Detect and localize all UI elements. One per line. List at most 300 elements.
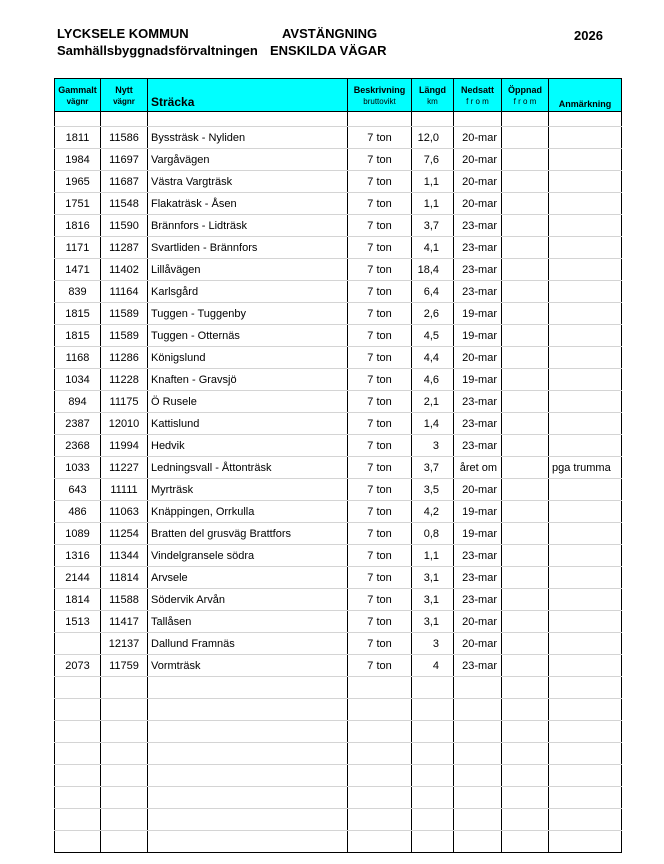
cell-reduced-from: 23-mar — [454, 237, 502, 259]
cell-remark — [549, 765, 622, 787]
cell-remark — [549, 721, 622, 743]
cell-road-section — [148, 765, 348, 787]
cell-opened-from — [502, 809, 549, 831]
cell-reduced-from: 23-mar — [454, 281, 502, 303]
cell-remark — [549, 677, 622, 699]
cell-length-km: 4,1 — [412, 237, 454, 259]
cell-opened-from — [502, 303, 549, 325]
cell-new-road-number: 11548 — [101, 193, 148, 215]
cell-old-road-number: 1316 — [55, 545, 101, 567]
cell-description: 7 ton — [348, 633, 412, 655]
cell-length-km — [412, 831, 454, 853]
cell-description — [348, 721, 412, 743]
table-row — [55, 347, 622, 369]
cell-old-road-number — [55, 699, 101, 721]
cell-old-road-number — [55, 809, 101, 831]
cell-opened-from — [502, 193, 549, 215]
road-closures-table — [54, 78, 622, 853]
cell-remark — [549, 479, 622, 501]
cell-reduced-from: 20-mar — [454, 193, 502, 215]
cell-new-road-number: 11254 — [101, 523, 148, 545]
table-row — [55, 479, 622, 501]
cell-length-km: 4 — [412, 655, 454, 677]
cell-road-section — [148, 699, 348, 721]
cell-remark — [549, 259, 622, 281]
table-row — [55, 303, 622, 325]
cell-new-road-number: 11687 — [101, 171, 148, 193]
cell-old-road-number: 2073 — [55, 655, 101, 677]
cell-remark — [549, 567, 622, 589]
cell-length-km: 7,6 — [412, 149, 454, 171]
table-row — [55, 589, 622, 611]
cell-description: 7 ton — [348, 457, 412, 479]
cell-road-section — [148, 809, 348, 831]
cell-description — [348, 787, 412, 809]
cell-new-road-number: 11589 — [101, 303, 148, 325]
cell-old-road-number — [55, 765, 101, 787]
cell-old-road-number: 1168 — [55, 347, 101, 369]
cell-length-km — [412, 787, 454, 809]
cell-length-km: 6,4 — [412, 281, 454, 303]
cell-description: 7 ton — [348, 479, 412, 501]
cell-remark — [549, 787, 622, 809]
table-row — [55, 369, 622, 391]
cell-road-section: Byssträsk - Nyliden — [148, 127, 348, 149]
cell-description: 7 ton — [348, 127, 412, 149]
document-year: 2026 — [574, 28, 603, 43]
cell-opened-from — [502, 369, 549, 391]
cell-road-section: Vargåvägen — [148, 149, 348, 171]
table-row — [55, 787, 622, 809]
cell-road-section: Kattislund — [148, 413, 348, 435]
cell-new-road-number — [101, 677, 148, 699]
cell-remark — [549, 391, 622, 413]
cell-remark — [549, 589, 622, 611]
cell-length-km — [412, 743, 454, 765]
cell-old-road-number: 1811 — [55, 127, 101, 149]
cell-reduced-from: 19-mar — [454, 369, 502, 391]
cell-remark — [549, 149, 622, 171]
cell-old-road-number — [55, 633, 101, 655]
cell-remark — [549, 237, 622, 259]
cell-reduced-from: 20-mar — [454, 479, 502, 501]
cell-remark — [549, 369, 622, 391]
table-body — [55, 112, 622, 853]
cell-reduced-from: 23-mar — [454, 413, 502, 435]
cell-reduced-from: 23-mar — [454, 567, 502, 589]
cell-reduced-from: 23-mar — [454, 655, 502, 677]
col-header-reduced-from: Nedsatt f r o m — [454, 79, 502, 112]
cell-road-section: Södervik Arvån — [148, 589, 348, 611]
cell-remark: pga trumma — [549, 457, 622, 479]
cell-new-road-number — [101, 831, 148, 853]
cell-reduced-from — [454, 743, 502, 765]
cell-road-section: Tuggen - Otternäs — [148, 325, 348, 347]
cell-reduced-from: 20-mar — [454, 347, 502, 369]
cell-new-road-number: 12137 — [101, 633, 148, 655]
cell-reduced-from: 20-mar — [454, 611, 502, 633]
cell-length-km: 4,2 — [412, 501, 454, 523]
cell-description — [348, 699, 412, 721]
cell-description — [348, 765, 412, 787]
table-row — [55, 809, 622, 831]
cell-opened-from — [502, 721, 549, 743]
col-header-description: Beskrivning bruttovikt — [348, 79, 412, 112]
cell-length-km: 3 — [412, 435, 454, 457]
cell-description — [348, 831, 412, 853]
table-row — [55, 149, 622, 171]
table-row — [55, 259, 622, 281]
cell-new-road-number: 11402 — [101, 259, 148, 281]
cell-description: 7 ton — [348, 413, 412, 435]
cell-length-km: 3,7 — [412, 457, 454, 479]
table-row — [55, 435, 622, 457]
cell-old-road-number: 1814 — [55, 589, 101, 611]
cell-length-km: 3,5 — [412, 479, 454, 501]
cell-description: 7 ton — [348, 655, 412, 677]
cell-description: 7 ton — [348, 567, 412, 589]
cell-new-road-number: 11287 — [101, 237, 148, 259]
document-title: AVSTÄNGNING — [282, 26, 378, 41]
cell-remark — [549, 303, 622, 325]
cell-remark — [549, 413, 622, 435]
cell-old-road-number — [55, 831, 101, 853]
table-row — [55, 743, 622, 765]
cell-reduced-from: 20-mar — [454, 127, 502, 149]
cell-opened-from — [502, 259, 549, 281]
table-row — [55, 721, 622, 743]
table-row — [55, 281, 622, 303]
cell-old-road-number: 1815 — [55, 303, 101, 325]
document-subtitle: ENSKILDA VÄGAR — [270, 43, 387, 58]
cell-opened-from — [502, 699, 549, 721]
cell-road-section: Myrträsk — [148, 479, 348, 501]
table-row — [55, 523, 622, 545]
cell-length-km: 12,0 — [412, 127, 454, 149]
table-row — [55, 171, 622, 193]
cell-new-road-number: 11759 — [101, 655, 148, 677]
cell-new-road-number: 11228 — [101, 369, 148, 391]
cell-length-km — [412, 699, 454, 721]
cell-description — [348, 677, 412, 699]
cell-road-section: Flakaträsk - Åsen — [148, 193, 348, 215]
cell-remark — [549, 523, 622, 545]
cell-new-road-number: 11994 — [101, 435, 148, 457]
cell-length-km: 18,4 — [412, 259, 454, 281]
cell-description: 7 ton — [348, 369, 412, 391]
cell-old-road-number: 1751 — [55, 193, 101, 215]
cell-opened-from — [502, 765, 549, 787]
cell-old-road-number: 894 — [55, 391, 101, 413]
cell-old-road-number — [55, 677, 101, 699]
cell-description: 7 ton — [348, 347, 412, 369]
table-row — [55, 699, 622, 721]
cell-remark — [549, 281, 622, 303]
cell-road-section: Ö Rusele — [148, 391, 348, 413]
cell-old-road-number: 1984 — [55, 149, 101, 171]
cell-new-road-number: 11417 — [101, 611, 148, 633]
cell-old-road-number: 1171 — [55, 237, 101, 259]
col-header-length: Längd km — [412, 79, 454, 112]
cell-road-section: Svartliden - Brännfors — [148, 237, 348, 259]
table-row — [55, 237, 622, 259]
cell-length-km: 4,5 — [412, 325, 454, 347]
cell-road-section: Ledningsvall - Åttonträsk — [148, 457, 348, 479]
cell-old-road-number — [55, 787, 101, 809]
cell-reduced-from: 23-mar — [454, 435, 502, 457]
cell-new-road-number — [101, 809, 148, 831]
cell-road-section — [148, 743, 348, 765]
cell-opened-from — [502, 611, 549, 633]
table-header-row — [55, 79, 622, 112]
cell-remark — [549, 831, 622, 853]
cell-new-road-number — [101, 699, 148, 721]
cell-remark — [549, 171, 622, 193]
cell-length-km: 2,1 — [412, 391, 454, 413]
cell-length-km: 4,6 — [412, 369, 454, 391]
cell-remark — [549, 215, 622, 237]
col-header-road-section: Sträcka — [148, 79, 348, 112]
cell-length-km: 3,1 — [412, 567, 454, 589]
cell-opened-from — [502, 171, 549, 193]
cell-road-section: Tallåsen — [148, 611, 348, 633]
table-row — [55, 765, 622, 787]
col-header-opened-from: Öppnad f r o m — [502, 79, 549, 112]
cell-new-road-number: 11227 — [101, 457, 148, 479]
cell-old-road-number — [55, 721, 101, 743]
cell-length-km: 1,1 — [412, 545, 454, 567]
cell-description: 7 ton — [348, 611, 412, 633]
cell-road-section: Vindelgransele södra — [148, 545, 348, 567]
table-row — [55, 457, 622, 479]
cell-description: 7 ton — [348, 171, 412, 193]
cell-reduced-from: 23-mar — [454, 589, 502, 611]
table-row — [55, 633, 622, 655]
cell-road-section — [148, 831, 348, 853]
cell-old-road-number: 2368 — [55, 435, 101, 457]
cell-opened-from — [502, 237, 549, 259]
table-row — [55, 545, 622, 567]
cell-opened-from — [502, 743, 549, 765]
col-header-old-road-number: Gammalt vägnr — [55, 79, 101, 112]
cell-new-road-number: 11344 — [101, 545, 148, 567]
cell-new-road-number: 11589 — [101, 325, 148, 347]
cell-description: 7 ton — [348, 281, 412, 303]
cell-reduced-from: 20-mar — [454, 149, 502, 171]
table-row — [55, 325, 622, 347]
cell-opened-from — [502, 501, 549, 523]
cell-road-section: Vormträsk — [148, 655, 348, 677]
table-row — [55, 127, 622, 149]
cell-opened-from — [502, 589, 549, 611]
cell-reduced-from — [454, 809, 502, 831]
cell-old-road-number: 643 — [55, 479, 101, 501]
cell-new-road-number: 12010 — [101, 413, 148, 435]
table-row — [55, 655, 622, 677]
cell-road-section: Lillåvägen — [148, 259, 348, 281]
cell-remark — [549, 633, 622, 655]
cell-description — [348, 743, 412, 765]
cell-opened-from — [502, 567, 549, 589]
org-name: LYCKSELE KOMMUN — [57, 26, 189, 41]
cell-description: 7 ton — [348, 545, 412, 567]
cell-old-road-number: 1471 — [55, 259, 101, 281]
cell-old-road-number — [55, 743, 101, 765]
cell-length-km: 2,6 — [412, 303, 454, 325]
cell-remark — [549, 435, 622, 457]
table-row — [55, 413, 622, 435]
cell-opened-from — [502, 215, 549, 237]
cell-reduced-from — [454, 787, 502, 809]
cell-new-road-number: 11164 — [101, 281, 148, 303]
cell-new-road-number: 11586 — [101, 127, 148, 149]
table-row — [55, 831, 622, 853]
table-row — [55, 215, 622, 237]
org-department: Samhällsbyggnadsförvaltningen — [57, 43, 258, 58]
cell-description: 7 ton — [348, 215, 412, 237]
cell-remark — [549, 501, 622, 523]
cell-old-road-number: 1965 — [55, 171, 101, 193]
cell-old-road-number: 1513 — [55, 611, 101, 633]
cell-road-section: Hedvik — [148, 435, 348, 457]
table-row — [55, 677, 622, 699]
cell-length-km: 4,4 — [412, 347, 454, 369]
cell-reduced-from — [454, 677, 502, 699]
table-row — [55, 193, 622, 215]
cell-opened-from — [502, 545, 549, 567]
cell-length-km: 1,4 — [412, 413, 454, 435]
cell-road-section: Västra Vargträsk — [148, 171, 348, 193]
cell-new-road-number — [101, 743, 148, 765]
cell-length-km — [412, 677, 454, 699]
cell-new-road-number: 11590 — [101, 215, 148, 237]
cell-old-road-number: 2387 — [55, 413, 101, 435]
cell-old-road-number: 1816 — [55, 215, 101, 237]
cell-length-km: 3,1 — [412, 589, 454, 611]
cell-description: 7 ton — [348, 391, 412, 413]
cell-road-section: Brännfors - Lidträsk — [148, 215, 348, 237]
cell-opened-from — [502, 523, 549, 545]
cell-reduced-from: 20-mar — [454, 633, 502, 655]
col-header-new-road-number: Nytt vägnr — [101, 79, 148, 112]
cell-opened-from — [502, 347, 549, 369]
cell-description: 7 ton — [348, 259, 412, 281]
cell-description: 7 ton — [348, 501, 412, 523]
cell-road-section — [148, 677, 348, 699]
cell-remark — [549, 325, 622, 347]
cell-road-section: Dallund Framnäs — [148, 633, 348, 655]
cell-remark — [549, 193, 622, 215]
spacer-row — [55, 112, 622, 127]
cell-length-km — [412, 765, 454, 787]
cell-opened-from — [502, 413, 549, 435]
cell-old-road-number: 1815 — [55, 325, 101, 347]
cell-length-km — [412, 809, 454, 831]
cell-remark — [549, 655, 622, 677]
cell-reduced-from — [454, 699, 502, 721]
cell-reduced-from: året om — [454, 457, 502, 479]
cell-description: 7 ton — [348, 193, 412, 215]
cell-new-road-number — [101, 787, 148, 809]
cell-remark — [549, 347, 622, 369]
cell-length-km: 0,8 — [412, 523, 454, 545]
cell-length-km: 3 — [412, 633, 454, 655]
cell-length-km — [412, 721, 454, 743]
cell-road-section — [148, 721, 348, 743]
cell-reduced-from — [454, 721, 502, 743]
cell-opened-from — [502, 127, 549, 149]
cell-reduced-from: 23-mar — [454, 545, 502, 567]
cell-opened-from — [502, 281, 549, 303]
col-header-remark: Anmärkning — [549, 79, 622, 112]
cell-opened-from — [502, 787, 549, 809]
table-row — [55, 501, 622, 523]
cell-opened-from — [502, 391, 549, 413]
cell-new-road-number: 11063 — [101, 501, 148, 523]
cell-opened-from — [502, 149, 549, 171]
cell-reduced-from: 19-mar — [454, 501, 502, 523]
cell-remark — [549, 699, 622, 721]
cell-reduced-from: 23-mar — [454, 215, 502, 237]
cell-length-km: 3,1 — [412, 611, 454, 633]
cell-length-km: 1,1 — [412, 193, 454, 215]
cell-description: 7 ton — [348, 149, 412, 171]
cell-road-section: Knaften - Gravsjö — [148, 369, 348, 391]
cell-reduced-from: 19-mar — [454, 303, 502, 325]
cell-road-section: Bratten del grusväg Brattfors — [148, 523, 348, 545]
cell-old-road-number: 1034 — [55, 369, 101, 391]
cell-opened-from — [502, 479, 549, 501]
cell-opened-from — [502, 435, 549, 457]
table-row — [55, 611, 622, 633]
cell-description: 7 ton — [348, 303, 412, 325]
cell-opened-from — [502, 325, 549, 347]
cell-new-road-number — [101, 721, 148, 743]
cell-old-road-number: 839 — [55, 281, 101, 303]
cell-opened-from — [502, 677, 549, 699]
cell-road-section: Karlsgård — [148, 281, 348, 303]
table-row — [55, 391, 622, 413]
cell-reduced-from: 23-mar — [454, 259, 502, 281]
cell-reduced-from — [454, 831, 502, 853]
cell-reduced-from: 19-mar — [454, 523, 502, 545]
cell-description: 7 ton — [348, 589, 412, 611]
cell-remark — [549, 809, 622, 831]
cell-description: 7 ton — [348, 435, 412, 457]
cell-remark — [549, 545, 622, 567]
cell-old-road-number: 1089 — [55, 523, 101, 545]
cell-opened-from — [502, 457, 549, 479]
cell-reduced-from: 23-mar — [454, 391, 502, 413]
cell-road-section — [148, 787, 348, 809]
cell-opened-from — [502, 655, 549, 677]
cell-reduced-from: 19-mar — [454, 325, 502, 347]
cell-road-section: Königslund — [148, 347, 348, 369]
cell-old-road-number: 486 — [55, 501, 101, 523]
cell-new-road-number: 11175 — [101, 391, 148, 413]
cell-new-road-number: 11111 — [101, 479, 148, 501]
cell-new-road-number — [101, 765, 148, 787]
cell-old-road-number: 1033 — [55, 457, 101, 479]
cell-opened-from — [502, 831, 549, 853]
cell-description: 7 ton — [348, 325, 412, 347]
cell-length-km: 1,1 — [412, 171, 454, 193]
cell-road-section: Knäppingen, Orrkulla — [148, 501, 348, 523]
cell-old-road-number: 2144 — [55, 567, 101, 589]
cell-new-road-number: 11814 — [101, 567, 148, 589]
cell-description: 7 ton — [348, 237, 412, 259]
cell-new-road-number: 11286 — [101, 347, 148, 369]
